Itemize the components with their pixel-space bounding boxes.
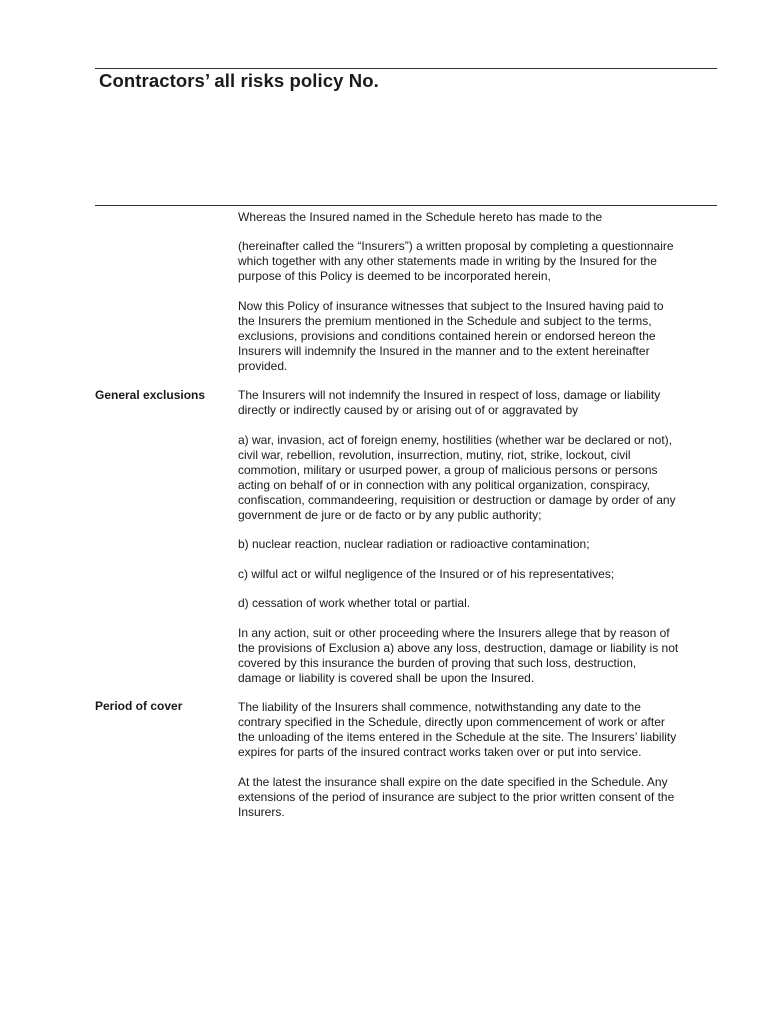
period-of-cover-paragraph-2: At the latest the insurance shall expire on the date specified in the Schedule. Any extensions of the period of insurance are subject to the prior written consent of the Insurers. [238, 775, 675, 819]
document-title: Contractors’ all risks policy No. [99, 70, 379, 91]
burden-of-proof-paragraph: In any action, suit or other proceeding where the Insurers allege that by reason of the provisions of Exclusion a) above any loss, destruction, damage or liability is not covered by this insurance the burden of proving that such loss, destruction, damage or liability is covered shall be upon the Insured. [238, 626, 679, 685]
exclusion-c: c) wilful act or wilful negligence of the Insured or of his representatives; [238, 567, 615, 581]
exclusion-a: a) war, invasion, act of foreign enemy, hostilities (whether war be declared or not), civil war, rebellion, revolution, insurrection, mutiny, riot, strike, lockout, civil commotion, military or usurped power, a group of malicious persons or persons acting on behalf of or in connection with any political organization, conspiracy, confiscation, commandeering, requisition or destruction or damage by order of any government de jure or de facto or by any public authority; [238, 433, 676, 522]
preamble-paragraph-3: Now this Policy of insurance witnesses that subject to the Insured having paid to the Insurers the premium mentioned in the Schedule and subject to the terms, exclusions, provisions and conditions contained herein or endorsed hereon the Insurers will indemnify the Insured in the manner and to the extent hereinafter provided. [238, 299, 664, 373]
top-rule [95, 68, 717, 69]
period-of-cover-paragraph-1: The liability of the Insurers shall commence, notwithstanding any date to the contrary specified in the Schedule, directly upon commencement of work or after the unloading of the items entered in the Schedule at the site. The Insurers’ liability expires for parts of the insured contract works taken over or put into service. [238, 700, 677, 759]
exclusion-d: d) cessation of work whether total or partial. [238, 596, 471, 610]
section-divider [95, 205, 717, 206]
preamble-paragraph-1: Whereas the Insured named in the Schedule hereto has made to the [238, 210, 603, 224]
period-of-cover-heading: Period of cover [95, 699, 183, 713]
general-exclusions-heading: General exclusions [95, 388, 206, 402]
preamble-paragraph-2: (hereinafter called the “Insurers”) a written proposal by completing a questionnaire which together with any other statements made in writing by the Insured for the purpose of this Policy is deemed to be incorporated herein, [238, 239, 674, 283]
exclusion-b: b) nuclear reaction, nuclear radiation or radioactive contamination; [238, 537, 590, 551]
general-exclusions-intro: The Insurers will not indemnify the Insured in respect of loss, damage or liability directly or indirectly caused by or arising out of or aggravated by [238, 388, 661, 417]
